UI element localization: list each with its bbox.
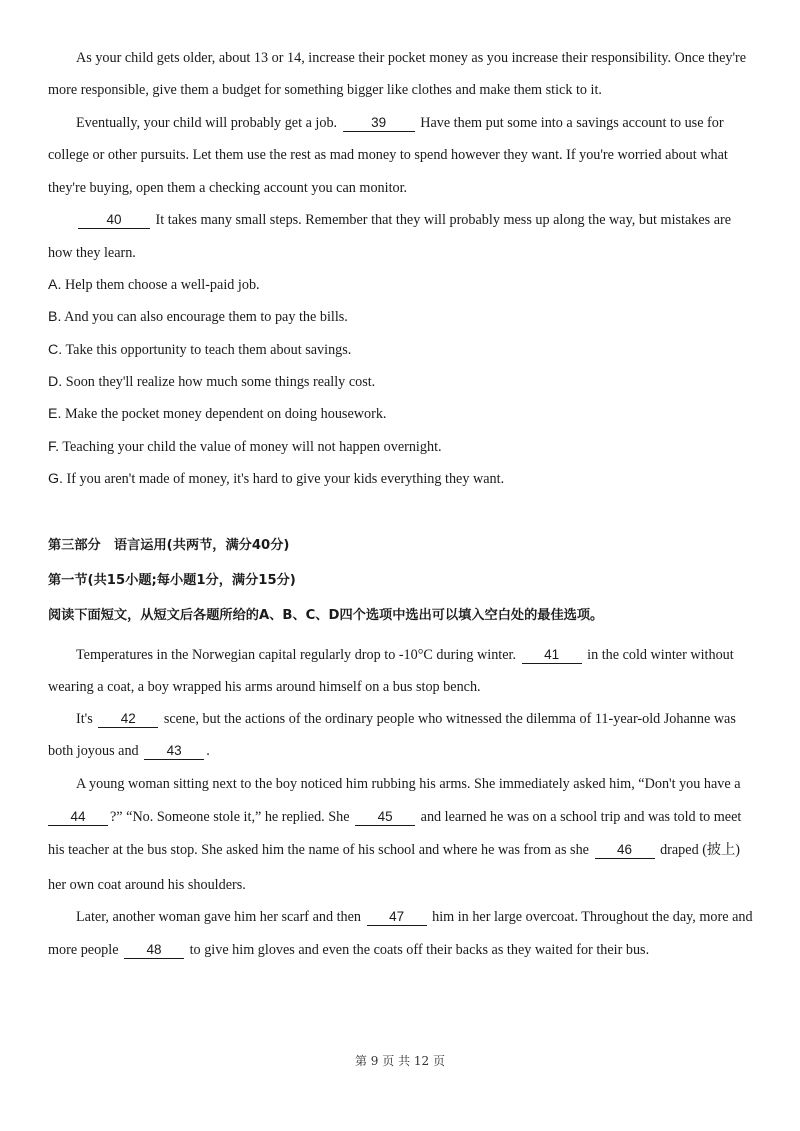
blank-39: 39 — [343, 115, 415, 132]
text: ?” “No. Someone stole it,” he replied. She — [110, 809, 350, 825]
text: her own coat around his shoulders. — [48, 877, 246, 893]
text: draped (披上) — [660, 842, 741, 858]
option-b — [48, 307, 348, 327]
text: college or other pursuits. Let them use the rest as mad money to spend however they want. If you're worried about what — [48, 147, 728, 163]
text: wearing a coat, a boy wrapped his arms around himself on a bus stop bench. — [48, 679, 481, 695]
text: Eventually, your child will probably get a job. — [76, 115, 338, 131]
section-heading: 第三部分 语言运用(共两节，满分40分) — [48, 538, 290, 553]
blank-47: 47 — [367, 909, 427, 926]
paragraph-line — [76, 210, 731, 230]
option-letter: B. — [48, 309, 62, 325]
paragraph-line — [76, 709, 736, 729]
text: . — [206, 743, 210, 759]
text: in the cold winter without — [587, 647, 734, 663]
text: to give him gloves and even the coats off their backs as they waited for their bus. — [189, 942, 650, 958]
paragraph-line — [76, 907, 753, 927]
option-text: If you aren't made of money, it's hard to give your kids everything they want. — [66, 471, 505, 487]
blank-42: 42 — [98, 711, 158, 728]
total-pages: 12 — [413, 1054, 430, 1068]
option-letter: G. — [48, 471, 63, 487]
text: more responsible, give them a budget for something bigger like clothes and make them stick to it. — [48, 82, 602, 98]
blank-45: 45 — [355, 809, 415, 826]
text: how they learn. — [48, 245, 136, 261]
option-f — [48, 437, 442, 457]
option-letter: D. — [48, 374, 63, 390]
blank-43: 43 — [144, 743, 204, 760]
paragraph-line — [48, 178, 407, 198]
text: and learned he was on a school trip and was told to meet — [420, 809, 742, 825]
paragraph-line — [76, 113, 724, 133]
option-a — [48, 275, 260, 295]
paragraph-line — [48, 807, 741, 827]
blank-44: 44 — [48, 809, 108, 826]
text: both joyous and — [48, 743, 139, 759]
text: A young woman sitting next to the boy noticed him rubbing his arms. She immediately asked him, “Don't you have a — [76, 776, 741, 792]
paragraph-line — [48, 243, 136, 263]
option-letter: F. — [48, 439, 60, 455]
option-text: Help them choose a well-paid job. — [64, 277, 260, 293]
option-c — [48, 340, 351, 360]
paragraph-line — [76, 48, 746, 68]
option-text: Teaching your child the value of money will not happen overnight. — [62, 439, 442, 455]
option-text: Soon they'll realize how much some things really cost. — [65, 374, 376, 390]
paragraph-line — [76, 645, 734, 665]
option-text: Take this opportunity to teach them about savings. — [65, 342, 352, 358]
text: It's — [76, 711, 93, 727]
footer-text: 页 — [433, 1054, 446, 1068]
paragraph-line — [48, 875, 246, 895]
text: As your child gets older, about 13 or 14, increase their pocket money as you increase their responsibility. Once they're — [76, 50, 747, 66]
text: Have them put some into a savings account to use for — [420, 115, 724, 131]
blank-46: 46 — [595, 842, 655, 859]
blank-40: 40 — [78, 212, 150, 229]
page-number: 9 — [370, 1054, 379, 1068]
option-e — [48, 404, 386, 424]
footer-text: 第 — [354, 1054, 367, 1068]
option-letter: C. — [48, 342, 63, 358]
text: It takes many small steps. Remember that they will probably mess up along the way, but mistakes are — [155, 212, 732, 228]
text: Temperatures in the Norwegian capital regularly drop to -10°C during winter. — [76, 647, 517, 663]
text: Later, another woman gave him her scarf and then — [76, 909, 362, 925]
option-text: Make the pocket money dependent on doing housework. — [64, 406, 387, 422]
option-d — [48, 372, 375, 392]
text: scene, but the actions of the ordinary people who witnessed the dilemma of 11-year-old Johanne was — [163, 711, 736, 727]
option-g — [48, 469, 504, 489]
text: him in her large overcoat. Throughout the day, more and — [432, 909, 753, 925]
paragraph-line — [48, 145, 728, 165]
footer-text: 页 共 — [382, 1054, 411, 1068]
blank-48: 48 — [124, 942, 184, 959]
blank-41: 41 — [522, 647, 582, 664]
subsection-heading: 第一节(共15小题;每小题1分，满分15分) — [48, 573, 296, 588]
text: his teacher at the bus stop. She asked him the name of his school and where he was from as she — [48, 842, 589, 858]
page-footer — [0, 1052, 800, 1069]
text: they're buying, open them a checking account you can monitor. — [48, 180, 408, 196]
paragraph-line — [48, 940, 649, 960]
paragraph-line — [48, 840, 740, 860]
paragraph-line — [76, 774, 741, 794]
text: more people — [48, 942, 119, 958]
paragraph-line — [48, 677, 481, 697]
paragraph-line — [48, 741, 210, 761]
instruction: 阅读下面短文，从短文后各题所给的A、B、C、D四个选项中选出可以填入空白处的最佳选项。 — [48, 608, 604, 623]
option-text: And you can also encourage them to pay the bills. — [64, 309, 348, 325]
paragraph-line — [48, 80, 602, 100]
option-letter: A. — [48, 277, 62, 293]
option-letter: E. — [48, 406, 62, 422]
